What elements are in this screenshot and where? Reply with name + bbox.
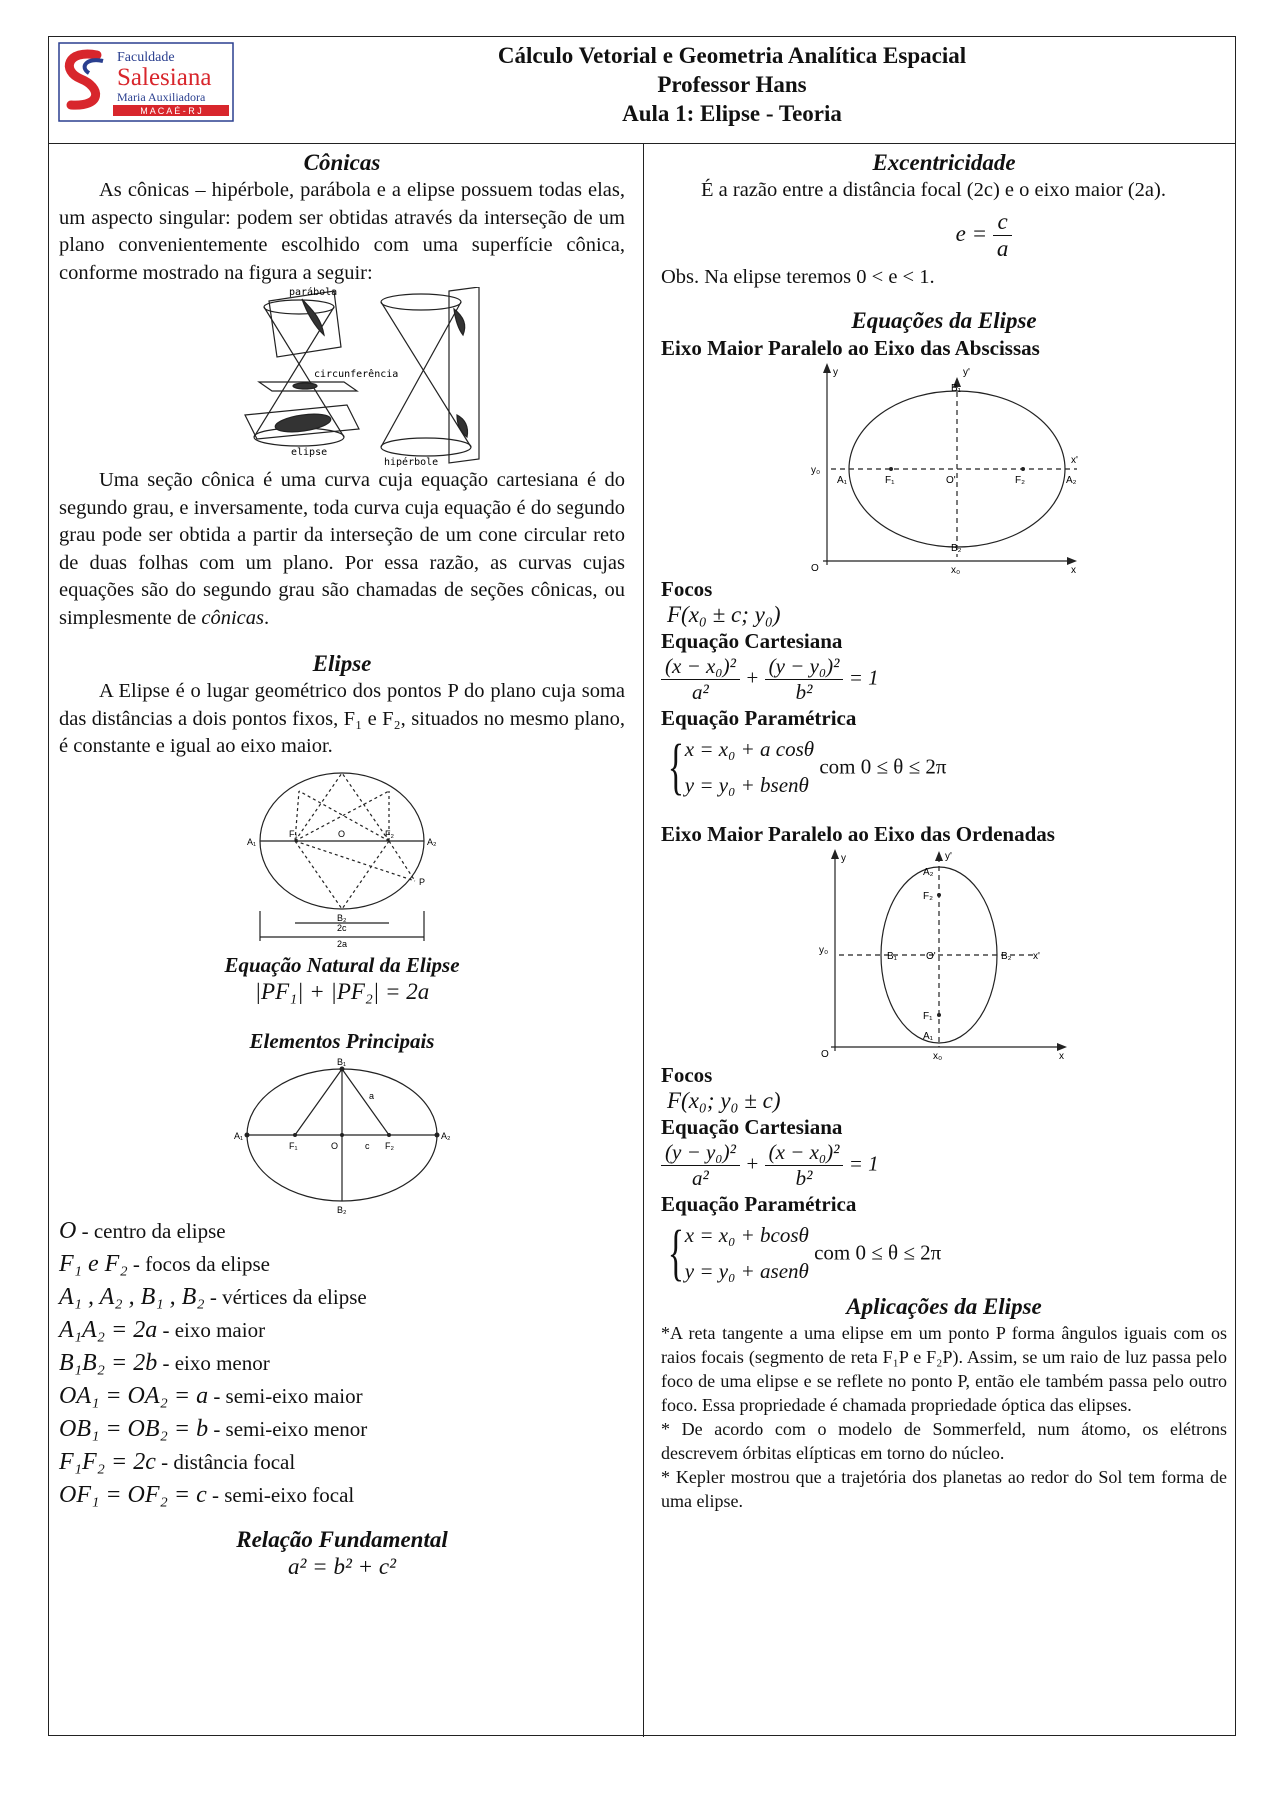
element-symbol: OF₁ = OF₂ = c (59, 1481, 207, 1508)
section-title-elementos: Elementos Principais (249, 1028, 435, 1053)
elements-list (59, 1215, 625, 1512)
horizontal-ellipse-diagram (661, 361, 1227, 576)
case1-frac-2 (765, 654, 844, 705)
v-label-y1: y' (945, 850, 952, 862)
element-desc: - eixo menor (157, 1350, 270, 1375)
fig1-label-f1: F₁ (289, 828, 298, 839)
case2-title: Eixo Maior Paralelo ao Eixo das Ordenadas (661, 821, 1055, 846)
element-symbol: O (59, 1217, 77, 1244)
fig2-label-o: O (331, 1140, 339, 1151)
case2-num-1: (y − y₀)² (661, 1140, 740, 1166)
v-label-y0: y₀ (819, 944, 829, 956)
figure-label-parabola: parábola (289, 287, 338, 298)
case1-param-system (685, 731, 814, 803)
element-desc: - distância focal (155, 1449, 296, 1474)
h-label-f1: F₁ (885, 474, 895, 486)
case2-frac-1 (661, 1140, 740, 1191)
element-row (59, 1479, 625, 1512)
element-desc: - vértices da elipse (204, 1284, 367, 1309)
section-title-equacoes: Equações da Elipse (851, 307, 1037, 333)
conicas-p2-text: Uma seção cônica é uma curva cuja equação cartesiana é do segundo grau, e inversamente, toda curva cuja equação é do segundo grau pode ser obtida a partir da interseção de um cone circular reto de duas folhas com um plano. Por essa razão, as curvas cujas equações são do segundo grau são chamadas de seções cônicas, ou simplesmente de (59, 469, 625, 629)
case1-num-1: (x − x₀)² (661, 654, 740, 680)
v-label-a2: A₂ (923, 866, 934, 878)
left-column (59, 149, 625, 1580)
course-title: Cálculo Vetorial e Geometria Analítica Espacial (497, 43, 967, 68)
element-row (59, 1413, 625, 1446)
excentricidade-equation (741, 209, 1227, 262)
section-title-aplicacoes: Aplicações da Elipse (846, 1293, 1042, 1319)
elipse-paragraph: A Elipse é o lugar geométrico dos pontos P do plano cuja soma das distâncias a dois pontos fixos, F₁ e F₂, situados no mesmo plano, é constante e igual ao eixo maior. (59, 680, 625, 757)
case1-focos-label: Focos (661, 576, 713, 601)
excentricidade-paragraph: É a razão entre a distância focal (2c) e o eixo maior (2a). (701, 179, 1166, 201)
case2-param-system (685, 1217, 809, 1289)
brace-icon: { (667, 1218, 685, 1287)
element-symbol: A₁A₂ = 2a (59, 1316, 158, 1343)
h-label-y0: y₀ (811, 464, 821, 476)
header (49, 37, 1235, 144)
conicas-paragraph-2 (59, 467, 625, 632)
element-symbol: OB₁ = OB₂ = b (59, 1415, 209, 1442)
faculdade-salesiana-logo (57, 41, 235, 123)
exc-eq-fraction (993, 209, 1013, 262)
brace-icon: { (667, 732, 685, 801)
v-label-b2: B₂ (1001, 950, 1012, 962)
figure-label-circunferencia: circunferência (314, 369, 399, 380)
relacao-equation: a² = b² + c² (288, 1553, 396, 1579)
element-row (59, 1347, 625, 1380)
section-title-elipse: Elipse (312, 651, 372, 676)
h-label-b1: B₁ (951, 382, 962, 394)
fig2-label-f2: F₂ (385, 1140, 394, 1151)
aplicacoes-paragraph-1: *A reta tangente a uma elipse em um ponto P forma ângulos iguais com os raios focais (segmento de reta F₁P e F₂P). Assim, se um raio de luz passa pelo foco de uma elipse e se reflete no ponto P, então ele também passa pelo outro foco. Essa propriedade é chamada propriedade óptica das elipses. (661, 1322, 1227, 1415)
case1-den-2: b² (795, 679, 813, 704)
exc-eq-lhs: e = (955, 220, 988, 246)
exc-eq-den: a (996, 235, 1009, 261)
logo-text-4: M A C A É - R J (140, 106, 202, 116)
case2-param-range: com 0 ≤ θ ≤ 2π (814, 1240, 942, 1264)
h-label-a2: A₂ (1066, 474, 1077, 486)
fig1-label-p: P (419, 876, 426, 887)
lesson-title: Aula 1: Elipse - Teoria (622, 101, 842, 126)
fig1-label-f2: F₂ (385, 828, 394, 839)
v-label-o1: O' (926, 950, 936, 962)
case1-param-label: Equação Paramétrica (661, 705, 857, 730)
section-title-relacao: Relação Fundamental (236, 1526, 448, 1552)
h-label-o: O (811, 562, 819, 574)
h-label-f2: F₂ (1015, 474, 1025, 486)
figure-label-elipse: elipse (291, 447, 328, 458)
fig2-label-c: c (365, 1140, 370, 1151)
case1-eq-end: = 1 (848, 664, 879, 689)
element-row (59, 1380, 625, 1413)
fig1-label-a2: A₂ (427, 836, 437, 847)
case2-param-x: x = x₀ + bcosθ (684, 1222, 809, 1247)
h-label-y1: y' (963, 366, 970, 378)
fig1-label-2c: 2c (337, 922, 347, 933)
fig2-label-a: a (369, 1090, 375, 1101)
case1-den-1: a² (692, 679, 709, 704)
professor-name: Professor Hans (657, 72, 807, 97)
case2-param-eq (661, 1217, 1227, 1289)
fig2-label-b1: B₁ (337, 1056, 347, 1067)
conicas-p2-emphasis: cônicas (201, 606, 264, 629)
v-label-f2: F₂ (923, 890, 933, 902)
column-divider (643, 143, 644, 1737)
v-label-a1: A₁ (923, 1030, 934, 1042)
element-desc: - centro da elipse (76, 1218, 226, 1243)
v-label-b1: B₁ (887, 950, 898, 962)
element-desc: - semi-eixo maior (208, 1383, 363, 1408)
exc-eq-num: c (993, 209, 1013, 236)
element-symbol: F₁F₂ = 2c (59, 1448, 156, 1475)
case1-param-y: y = y₀ + bsenθ (684, 772, 809, 797)
case1-focos-eq: F(x₀ ± c; y₀) (667, 601, 781, 627)
figure-label-hiperbole: hipérbole (384, 457, 439, 467)
conicas-paragraph-1: As cônicas – hipérbole, parábola e a elipse possuem todas elas, um aspecto singular: podem ser obtidas através da interseção de um plano convenientemente escolhido com uma superfície cônica, conforme mostrado na figura a seguir: (59, 179, 625, 284)
element-symbol: F₁ e F₂ (59, 1250, 128, 1277)
vertical-ellipse-diagram (661, 847, 1227, 1062)
element-row (59, 1281, 625, 1314)
fig2-label-a2: A₂ (441, 1130, 451, 1141)
h-label-x0: x₀ (951, 564, 961, 576)
case2-focos-eq: F(x₀; y₀ ± c) (667, 1087, 781, 1113)
aplicacoes-paragraph-3: * Kepler mostrou que a trajetória dos planetas ao redor do Sol tem forma de uma elipse. (661, 1466, 1227, 1511)
element-symbol: A₁ , A₂ , B₁ , B₂ (59, 1283, 205, 1310)
h-label-y: y (833, 366, 838, 378)
element-row (59, 1248, 625, 1281)
logo-text-3: Maria Auxiliadora (117, 90, 206, 104)
fig2-label-b2: B₂ (337, 1204, 347, 1215)
element-row (59, 1215, 625, 1248)
natural-equation: |PF₁| + |PF₂| = 2a (254, 978, 430, 1004)
case2-eq-end: = 1 (848, 1150, 879, 1175)
case1-cart-label: Equação Cartesiana (661, 628, 843, 653)
conic-sections-figure (59, 287, 625, 467)
excentricidade-obs: Obs. Na elipse teremos 0 < e < 1. (661, 265, 935, 288)
fig1-label-2a: 2a (337, 938, 348, 949)
case2-cart-label: Equação Cartesiana (661, 1114, 843, 1139)
aplicacoes-paragraph-2: * De acordo com o modelo de Sommerfeld, num átomo, os elétrons descrevem órbitas elípticas em torno do núcleo. (661, 1418, 1227, 1463)
v-label-y: y (841, 852, 846, 864)
case1-title: Eixo Maior Paralelo ao Eixo das Abscissas (661, 335, 1040, 360)
case1-param-eq (661, 731, 1227, 803)
conicas-p2-end: . (263, 606, 270, 629)
fig2-label-f1: F₁ (289, 1140, 298, 1151)
section-title-conicas: Cônicas (303, 150, 381, 175)
case2-den-2: b² (795, 1165, 813, 1190)
fig1-label-b2: B₂ (337, 912, 347, 923)
element-symbol: B₁B₂ = 2b (59, 1349, 158, 1376)
right-column (661, 149, 1227, 1513)
case1-param-x: x = x₀ + a cosθ (684, 736, 815, 761)
element-row (59, 1314, 625, 1347)
case2-focos-label: Focos (661, 1062, 713, 1087)
case1-frac-1 (661, 654, 740, 705)
element-desc: - focos da elipse (127, 1251, 270, 1276)
logo-text-2: Salesiana (117, 64, 212, 91)
section-title-excentricidade: Excentricidade (872, 150, 1016, 175)
fig1-label-o: O (338, 828, 346, 839)
element-row (59, 1446, 625, 1479)
h-label-b2: B₂ (951, 542, 962, 554)
v-label-f1: F₁ (923, 1010, 933, 1022)
element-desc: - semi-eixo menor (208, 1416, 368, 1441)
section-title-natural: Equação Natural da Elipse (224, 952, 460, 977)
case2-den-1: a² (692, 1165, 709, 1190)
h-label-o1: O' (946, 474, 956, 486)
v-label-x0: x₀ (933, 1050, 943, 1062)
element-desc: - semi-eixo focal (206, 1482, 355, 1507)
case1-param-range: com 0 ≤ θ ≤ 2π (819, 754, 947, 778)
case1-cart-eq: $\frac{\text{(x − x₀)²}}{\text{a²}}$ + $\frac{\text{(y − y₀)²}}{\text{b²}}$ = 1 (661, 654, 1227, 705)
element-desc: - eixo maior (157, 1317, 266, 1342)
v-label-x1: x' (1033, 950, 1040, 962)
case1-num-2: (y − y₀)² (765, 654, 844, 680)
case2-cart-eq: $\frac{\text{(y − y₀)²}}{\text{a²}}$ + $\frac{\text{(x − x₀)²}}{\text{b²}}$ = 1 (661, 1140, 1227, 1191)
h-label-x: x (1071, 564, 1076, 576)
ellipse-definition-figure (59, 761, 625, 951)
case2-frac-2 (765, 1140, 844, 1191)
fig2-label-a1: A₁ (234, 1130, 244, 1141)
fig1-label-a: A₁ (247, 836, 257, 847)
page-frame (48, 36, 1236, 1736)
v-label-x: x (1059, 1050, 1064, 1062)
h-label-a1: A₁ (837, 474, 848, 486)
case2-num-2: (x − x₀)² (765, 1140, 844, 1166)
logo-text-1: Faculdade (117, 50, 175, 65)
v-label-o: O (821, 1048, 829, 1060)
element-symbol: OA₁ = OA₂ = a (59, 1382, 209, 1409)
ellipse-elements-figure (59, 1055, 625, 1215)
case2-param-y: y = y₀ + asenθ (684, 1258, 809, 1283)
case2-param-label: Equação Paramétrica (661, 1191, 857, 1216)
h-label-x1: x' (1071, 454, 1078, 466)
